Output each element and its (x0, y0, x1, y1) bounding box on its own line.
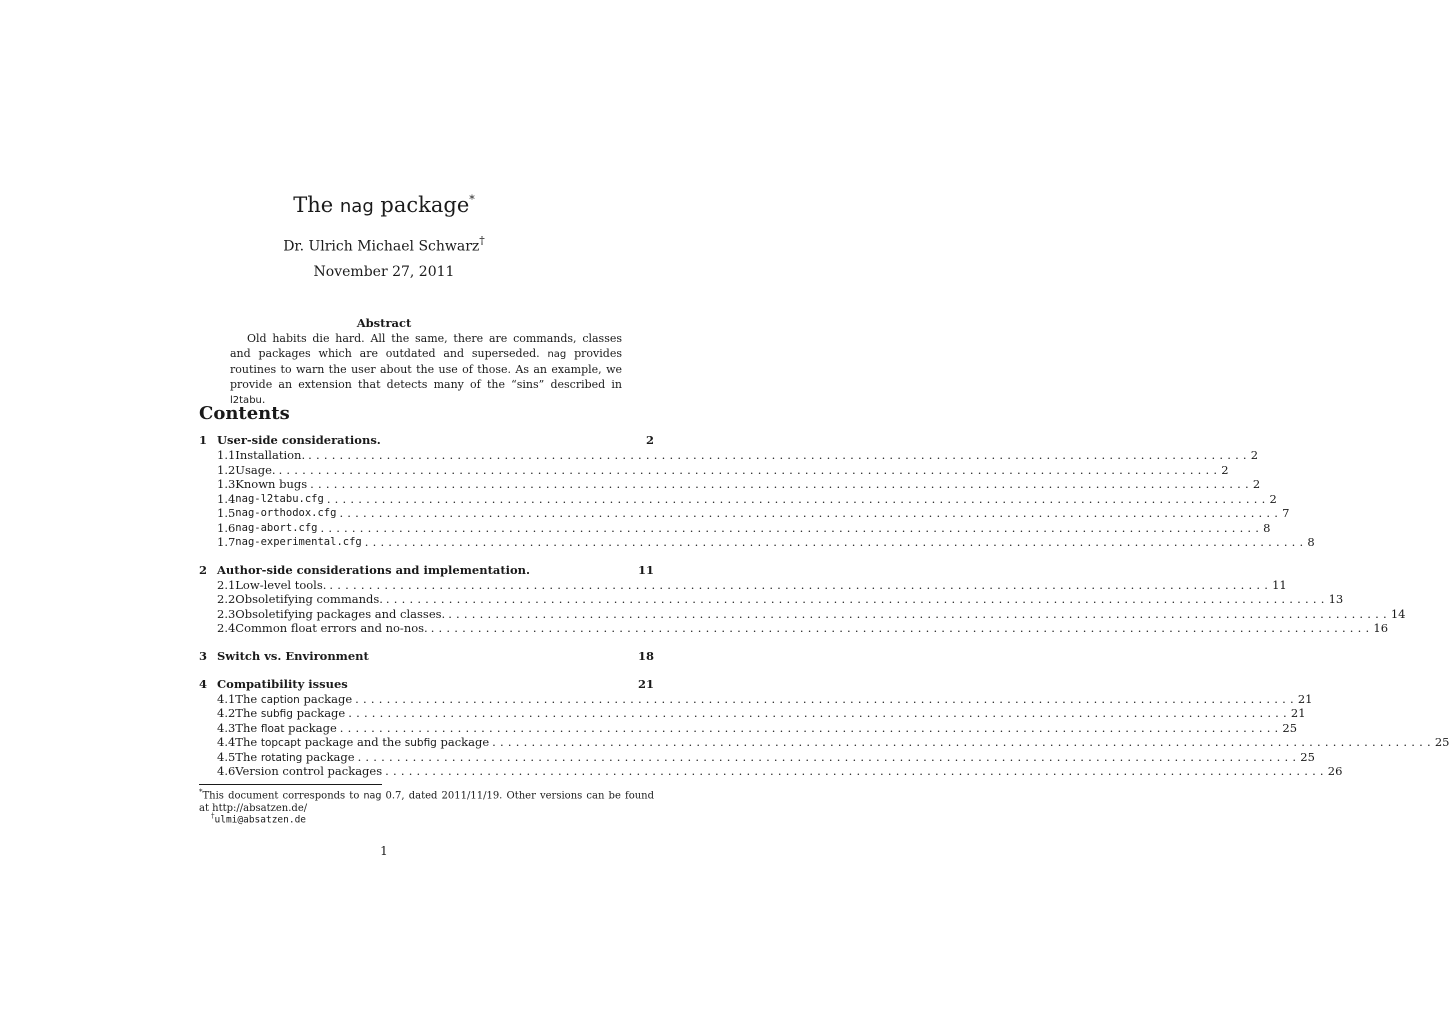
toc-entry-1-6[interactable]: 1.6 nag-abort.cfg ........................................................................................................................ 8 (217, 520, 1271, 535)
document-title: The nag package* (293, 193, 475, 217)
toc-entry-2-3[interactable]: 2.3 Obsoletifying packages and classes. ........................................................................................................................ 14 (217, 606, 1406, 621)
toc-entry-4-3[interactable]: 4.3 The float package ........................................................................................................................ 25 (217, 720, 1298, 735)
toc-entry-4-6[interactable]: 4.6 Version control packages ........................................................................................................................ 26 (217, 764, 1343, 778)
toc-entry-2-1[interactable]: 2.1 Low-level tools. ........................................................................................................................ 11 (217, 577, 1287, 592)
toc-entry-4-1[interactable]: 4.1 The caption package ........................................................................................................................ 21 (217, 691, 1313, 706)
date: November 27, 2011 (313, 264, 455, 280)
author: Dr. Ulrich Michael Schwarz† (283, 234, 485, 255)
toc-section-4[interactable]: 4 Compatibility issues 21 (199, 676, 654, 691)
toc-entry-1-3[interactable]: 1.3 Known bugs ........................................................................................................................ 2 (217, 477, 1261, 491)
footnote-1: *This document corresponds to nag 0.7, dated 2011/11/19. Other versions can be found at http://absatzen.de/ (199, 788, 654, 815)
toc-section-2[interactable]: 2 Author-side considerations and implementation. 11 (199, 562, 654, 577)
toc-entry-1-1[interactable]: 1.1 Installation. ........................................................................................................................ 2 (217, 448, 1259, 462)
toc-section-3[interactable]: 3 Switch vs. Environment 18 (199, 648, 654, 663)
page-number: 1 (380, 844, 388, 858)
toc-entry-4-4[interactable]: 4.4 The topcapt package and the subfig package ........................................................................................................................ 25 (217, 735, 1449, 749)
toc-entry-2-4[interactable]: 2.4 Common float errors and no-nos. ........................................................................................................................ 16 (217, 621, 1389, 635)
footnote-2: †ulmi@absatzen.de (211, 812, 307, 826)
toc-entry-1-5[interactable]: 1.5 nag-orthodox.cfg ........................................................................................................................ 7 (217, 506, 1290, 520)
toc-entry-1-4[interactable]: 1.4 nag-l2tabu.cfg ........................................................................................................................ 2 (217, 491, 1277, 506)
abstract-heading: Abstract (356, 316, 412, 330)
toc-entry-1-2[interactable]: 1.2 Usage. ........................................................................................................................ 2 (217, 462, 1229, 477)
email-link[interactable]: ulmi@absatzen.de (214, 814, 307, 826)
table-of-contents (199, 433, 1449, 779)
toc-entry-2-2[interactable]: 2.2 Obsoletifying commands. ........................................................................................................................ 13 (217, 592, 1344, 606)
footnote-rule (199, 784, 382, 785)
toc-section-1[interactable]: 1 User-side considerations. 2 (199, 433, 654, 447)
toc-entry-1-7[interactable]: 1.7 nag-experimental.cfg ........................................................................................................................ 8 (217, 535, 1315, 549)
toc-entry-4-5[interactable]: 4.5 The rotating package ........................................................................................................................ 25 (217, 749, 1315, 764)
abstract-text: Old habits die hard. All the same, there are commands, classes and packages which are outdated and superseded. nag provides routines to warn the user about the use of those. As an example, we provide an extension that detects many of the “sins” described in l2tabu. (230, 332, 622, 406)
contents-heading: Contents (199, 403, 290, 424)
toc-entry-4-2[interactable]: 4.2 The subfig package ........................................................................................................................ 21 (217, 706, 1306, 720)
